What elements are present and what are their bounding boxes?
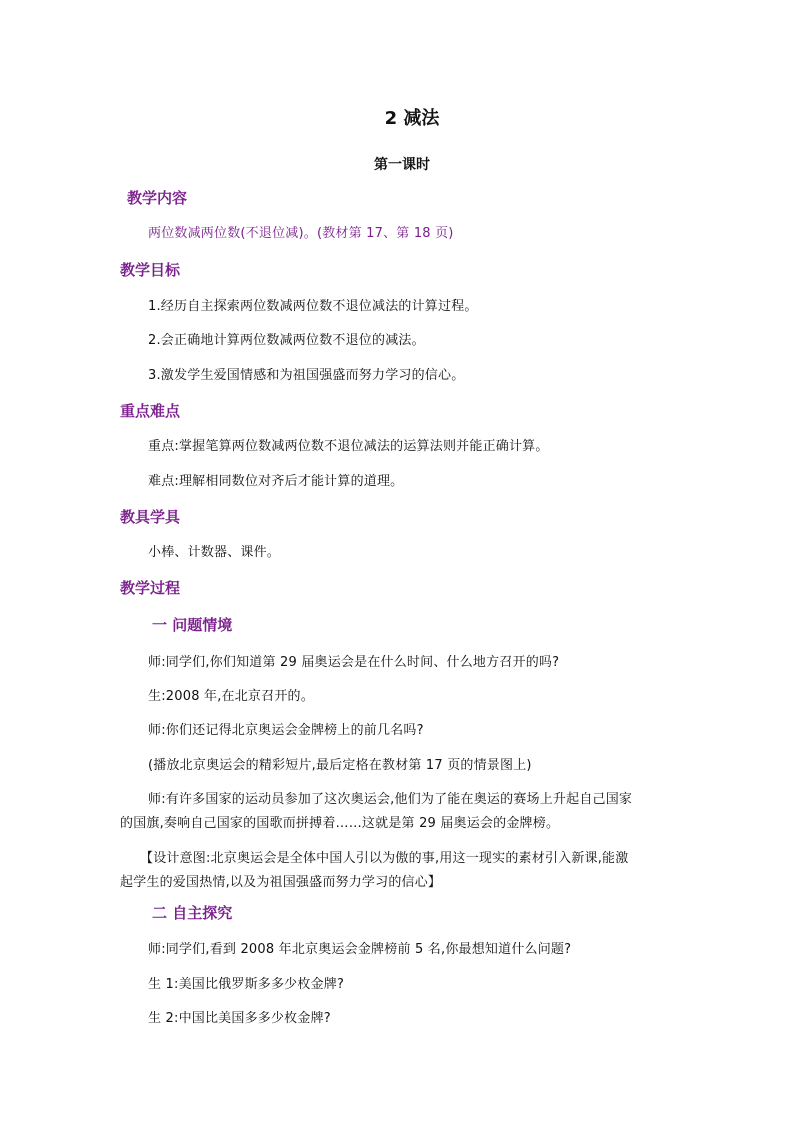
goal-item-3: 3.激发学生爱国情感和为祖国强盛而努力学习的信心。 <box>148 368 465 383</box>
goal-item-2: 2.会正确地计算两位数减两位数不退位的减法。 <box>148 333 425 348</box>
difficulty-item: 难点:理解相同数位对齐后才能计算的道理。 <box>148 474 404 489</box>
lesson-subtitle: 第一课时 <box>374 157 430 173</box>
design-intent-line: 【设计意图:北京奥运会是全体中国人引以为傲的事,用这一现实的素材引入新课,能激 <box>140 851 629 866</box>
dialogue-line: (播放北京奥运会的精彩短片,最后定格在教材第 17 页的情景图上) <box>148 758 532 773</box>
tools-text: 小棒、计数器、课件。 <box>148 545 281 560</box>
key-point-item: 重点:掌握笔算两位数减两位数不退位减法的运算法则并能正确计算。 <box>148 439 549 454</box>
section-heading-goals: 教学目标 <box>120 261 181 279</box>
subsection-heading-self-exploration: 二 自主探究 <box>152 904 233 922</box>
dialogue-line: 师:同学们,你们知道第 29 届奥运会是在什么时间、什么地方召开的吗? <box>148 655 560 670</box>
content-text: 两位数减两位数(不退位减)。(教材第 17、第 18 页) <box>148 226 454 241</box>
section-heading-key-points: 重点难点 <box>120 402 181 420</box>
page-title: 2 减法 <box>384 108 440 129</box>
dialogue-line: 生 1:美国比俄罗斯多多少枚金牌? <box>148 977 345 992</box>
section-heading-content: 教学内容 <box>127 189 188 207</box>
section-heading-process: 教学过程 <box>120 579 181 597</box>
paragraph-line: 的国旗,奏响自己国家的国歌而拼搏着……这就是第 29 届奥运会的金牌榜。 <box>120 816 560 831</box>
dialogue-line: 师:同学们,看到 2008 年北京奥运会金牌榜前 5 名,你最想知道什么问题? <box>148 942 572 957</box>
design-intent-line: 起学生的爱国热情,以及为祖国强盛而努力学习的信心】 <box>120 875 442 890</box>
paragraph-line: 师:有许多国家的运动员参加了这次奥运会,他们为了能在奥运的赛场上升起自己国家 <box>148 792 633 807</box>
subsection-heading-problem-situation: 一 问题情境 <box>152 616 233 634</box>
section-heading-tools: 教具学具 <box>120 508 181 526</box>
dialogue-line: 师:你们还记得北京奥运会金牌榜上的前几名吗? <box>148 723 424 738</box>
goal-item-1: 1.经历自主探索两位数减两位数不退位减法的计算过程。 <box>148 299 478 314</box>
dialogue-line: 生:2008 年,在北京召开的。 <box>148 689 314 704</box>
dialogue-line: 生 2:中国比美国多多少枚金牌? <box>148 1011 331 1026</box>
